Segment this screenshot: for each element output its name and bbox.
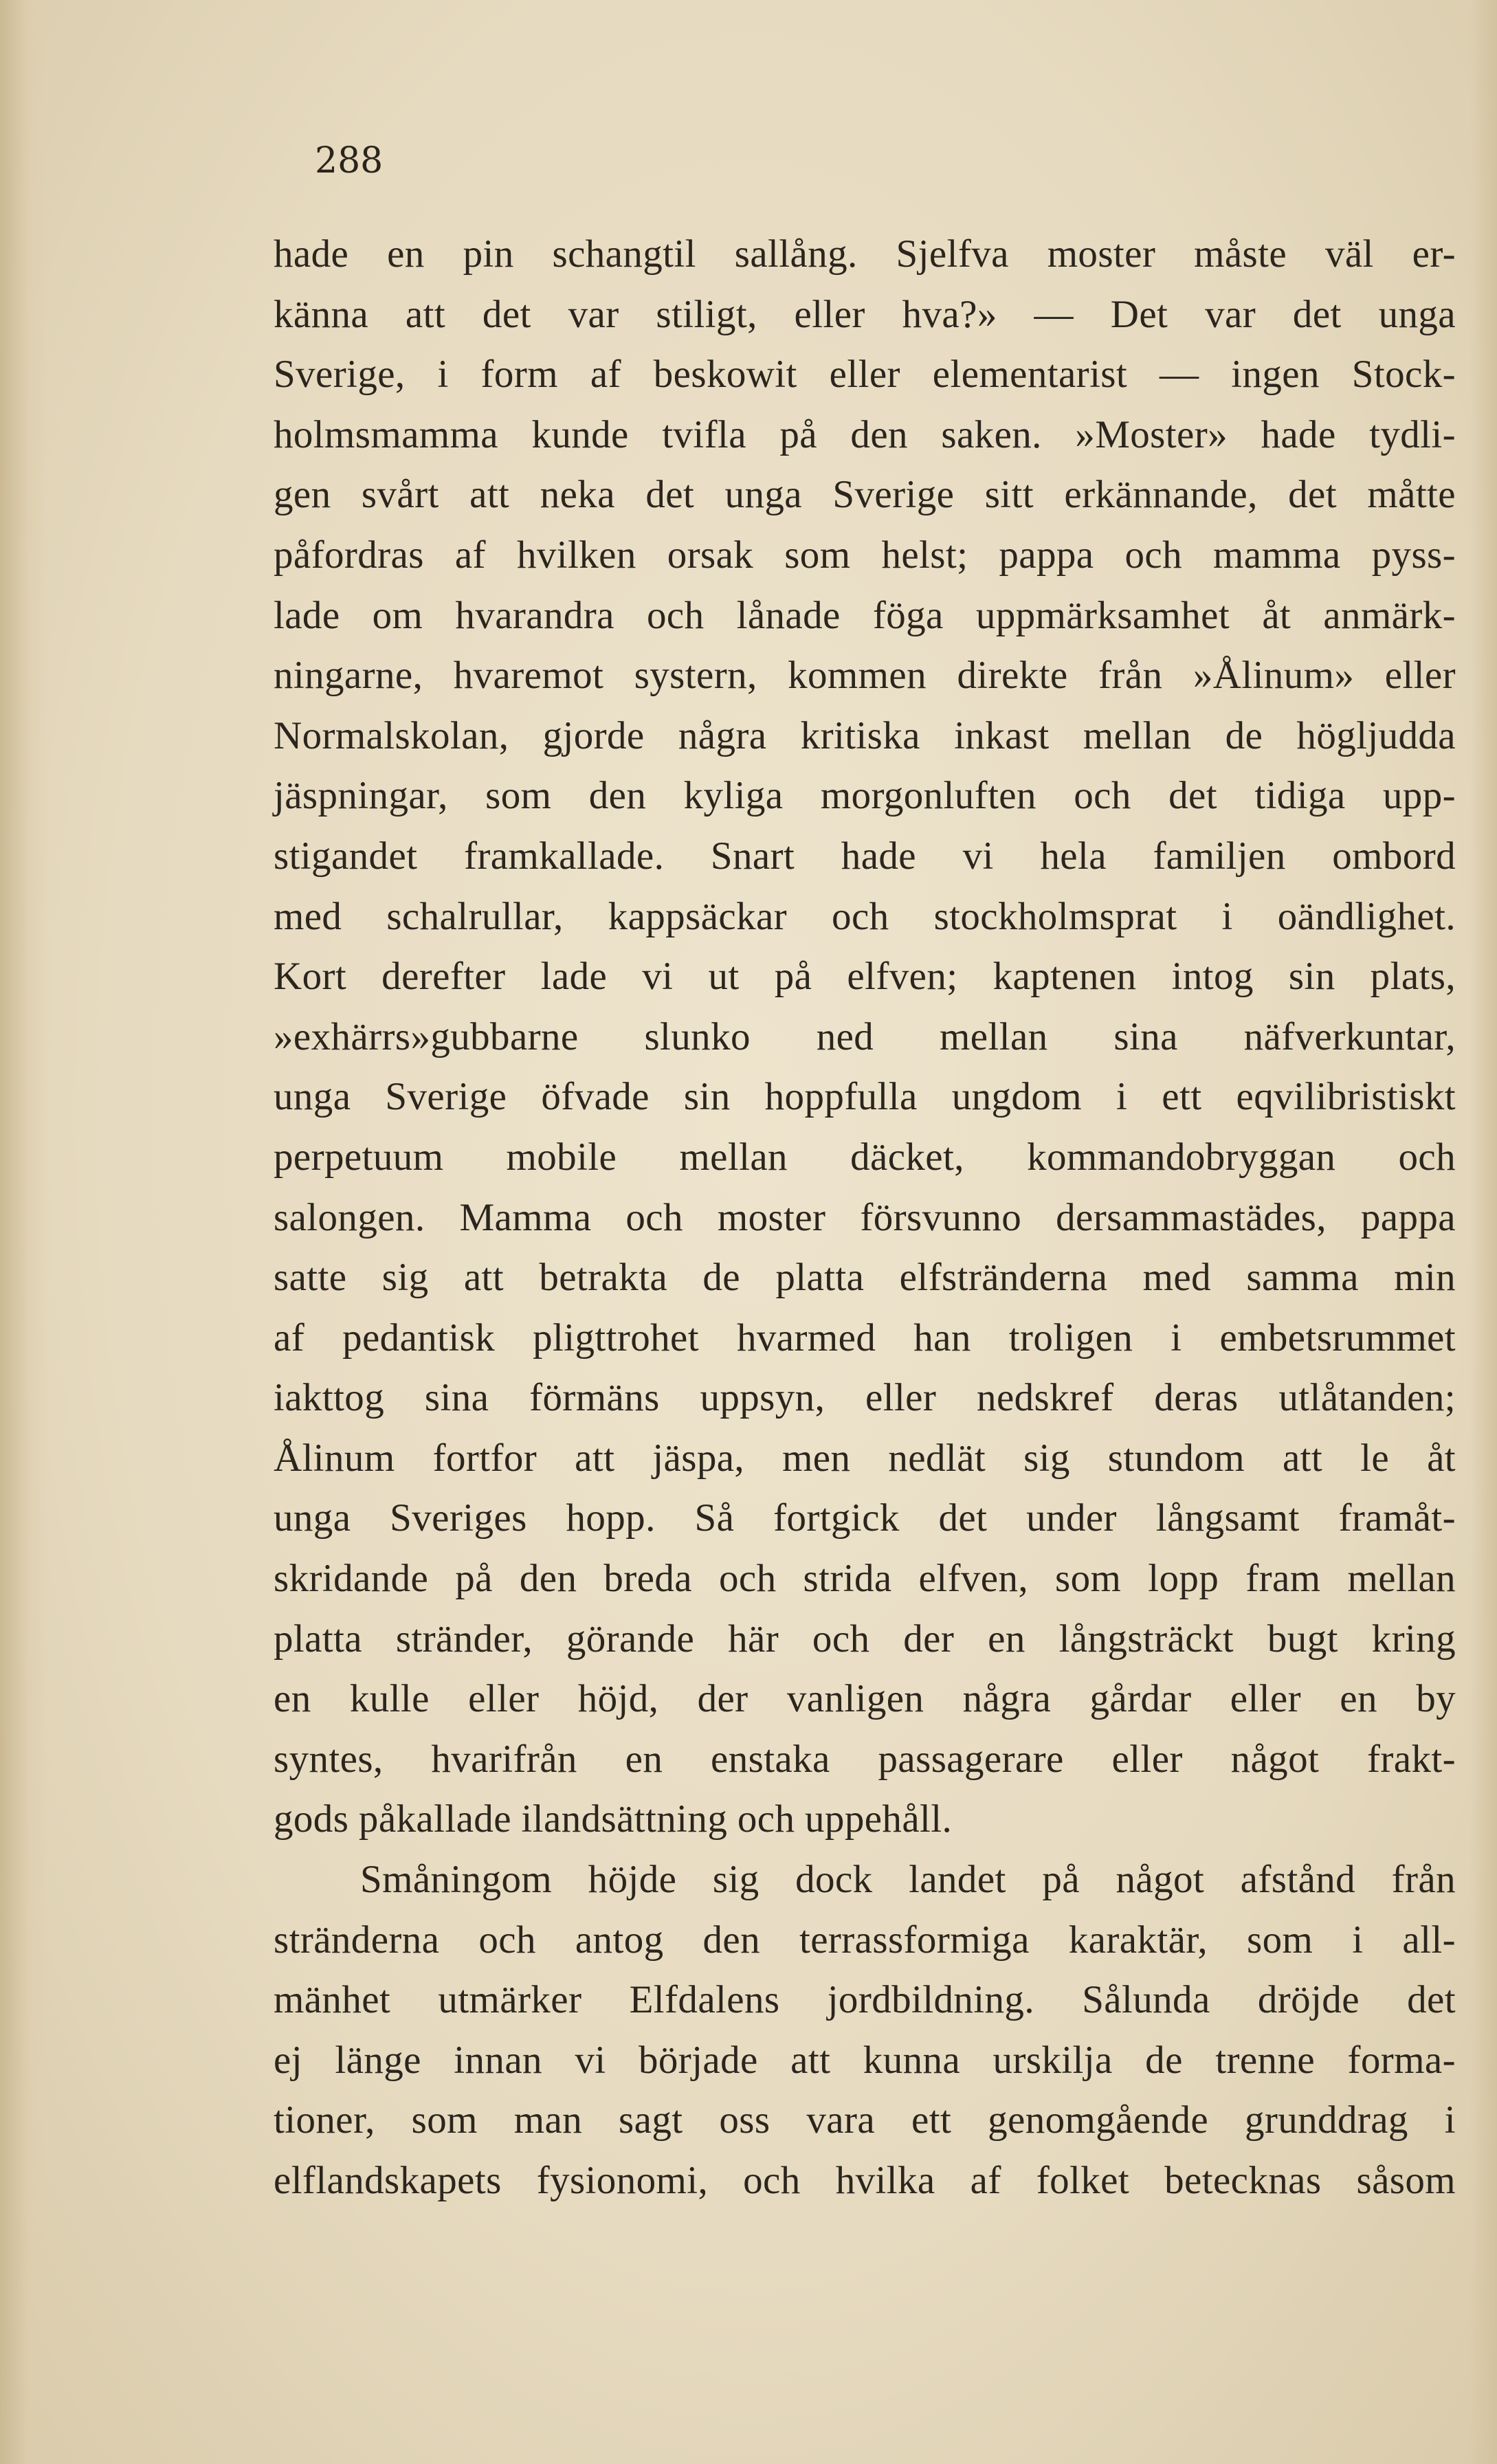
text-line: jäspningar, som den kyliga morgonluften och det tidiga upp- xyxy=(274,774,1456,818)
text-line: salongen. Mamma och moster försvunno dersammastädes, pappa xyxy=(274,1195,1456,1239)
text-line: gen svårt att neka det unga Sverige sitt erkännande, det måtte xyxy=(274,473,1456,517)
text-line: gods påkallade ilandsättning och uppehåll. xyxy=(274,1797,953,1841)
text-line: skridande på den breda och strida elfven, som lopp fram mellan xyxy=(274,1557,1456,1601)
text-line: Sverige, i form af beskowit eller elementarist — ingen Stock- xyxy=(274,353,1456,397)
text-line: Ålinum fortfor att jäspa, men nedlät sig stundom att le åt xyxy=(274,1436,1456,1480)
text-line: ej länge innan vi började att kunna urskilja de trenne forma- xyxy=(274,2038,1456,2082)
text-line: unga Sverige öfvade sin hoppfulla ungdom i ett eqvilibristiskt xyxy=(274,1075,1456,1119)
text-line: hade en pin schangtil sallång. Sjelfva moster måste väl er- xyxy=(274,232,1456,276)
text-line: lade om hvarandra och lånade föga uppmärksamhet åt anmärk- xyxy=(274,593,1456,637)
page-left-shadow xyxy=(0,0,48,2464)
text-line: tioner, som man sagt oss vara ett genomgående grunddrag i xyxy=(274,2098,1456,2142)
text-line: påfordras af hvilken orsak som helst; pappa och mamma pyss- xyxy=(274,533,1456,577)
text-line: satte sig att betrakta de platta elfstränderna med samma min xyxy=(274,1256,1456,1300)
text-line: mänhet utmärker Elfdalens jordbildning. Sålunda dröjde det xyxy=(274,1978,1456,2022)
text-line: Småningom höjde sig dock landet på något afstånd från xyxy=(360,1858,1456,1902)
page-number: 288 xyxy=(315,140,384,181)
text-line: elflandskapets fysionomi, och hvilka af folket betecknas såsom xyxy=(274,2159,1456,2202)
text-line: stränderna och antog den terrassformiga karaktär, som i all- xyxy=(274,1918,1456,1962)
text-line: holmsmamma kunde tvifla på den saken. »Moster» hade tydli- xyxy=(274,412,1456,456)
text-line: unga Sveriges hopp. Så fortgick det under långsamt framåt- xyxy=(274,1496,1456,1540)
text-line: »exhärrs»gubbarne slunko ned mellan sina näfverkuntar, xyxy=(274,1014,1456,1058)
text-line: syntes, hvarifrån en enstaka passagerare eller något frakt- xyxy=(274,1737,1456,1781)
text-line: en kulle eller höjd, der vanligen några gårdar eller en by xyxy=(274,1677,1456,1721)
text-line: med schalrullar, kappsäckar och stockholmsprat i oändlighet. xyxy=(274,894,1456,938)
text-line: iakttog sina förmäns uppsyn, eller nedskref deras utlåtanden; xyxy=(274,1376,1456,1420)
text-line: af pedantisk pligttrohet hvarmed han troligen i embetsrummet xyxy=(274,1316,1456,1359)
text-line: känna att det var stiligt, eller hva?» — Det var det unga xyxy=(274,292,1456,336)
text-line: platta stränder, görande här och der en långsträckt bugt kring xyxy=(274,1617,1456,1661)
text-line: ningarne, hvaremot systern, kommen direkte från »Ålinum» eller xyxy=(274,654,1456,698)
text-line: perpetuum mobile mellan däcket, kommandobryggan och xyxy=(274,1135,1456,1179)
text-line: stigandet framkallade. Snart hade vi hela familjen ombord xyxy=(274,834,1456,878)
page-right-shadow xyxy=(1470,0,1497,2464)
text-line: Normalskolan, gjorde några kritiska inkast mellan de högljudda xyxy=(274,713,1456,757)
text-line: Kort derefter lade vi ut på elfven; kaptenen intog sin plats, xyxy=(274,955,1456,999)
body-text xyxy=(274,224,1456,2211)
